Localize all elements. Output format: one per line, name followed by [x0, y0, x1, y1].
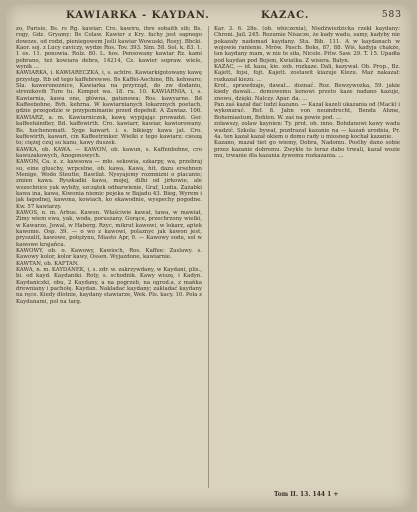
column-divider: [208, 26, 209, 488]
left-paragraph: KAWOWY, ob. o. Kawowy, Kawioch, Ros. Kaffee: Zaslawy. s. Kawowy kolor, kolor kawy, Ossen. Wyjazdone, kawiarnie.: [16, 248, 202, 261]
left-paragraph: KAWA, n. m. KAYDANEK, i, s. zdr. w. zakrzywdany, w Kaydani, plis., bi. od kayd. Kaydaniki. Roty, s. schodnik. Kawy wiszę, i Kadyn. Kaydaniczki, obu, 2 Kaydany, a na pogrzeb, na ogrod.a, z mańka drewniany i pacholę. Kaydan. Nakladać kaydany; zakladać kaydany na ręce. Kiedy dlotnie, kaydany stawiarze, Wek. Pls. kacy. 10. Pola z Kaydanami, pol na targ.: [16, 267, 202, 305]
signature-mark: Tom II. 13. 144 1 +: [274, 491, 339, 498]
left-paragraph: KAWKA, ob. KAWA. — KAWON, ob. kawun, s. Kaffenbohne, cro kawuzakowych, Anogonowych.: [16, 146, 202, 159]
running-header: [6, 10, 412, 26]
header-left-title: KAWIARKA - KAYDAN.: [66, 10, 210, 21]
right-column: [214, 26, 400, 496]
header-right-title: KAZAC.: [261, 10, 310, 21]
left-paragraph: KAWIARKA, i. KAWIARECZKA, i, s. achtre. Kawiarkigotowany kawę przystęp. Itb od tego kaffebrewwe. Bs Kaffei-Aechine, Bh. kehwaro; Sla. kaweronoznice, Kawiarka na przyrząd, do zw dodaniu, strenikovih Ture tu. Kompot wa. 18. ru. 10. KAWIARNIA, i, s. Kawiarnia, kawa ono, główna, gatunowa; Ros. kawyarne. Bd Kaffeebohne, Bvh. kehrna. W kawiarnianych lokarznych poetach, gdzie przegodzie w przypominanie przed dopełnił. A Zawiaz. 106. KAWIARZ, a. m. Kawiarniczek, kawę wypijając prowadzi. Ger. kaffeehändler, Bd. kaffewirth. Cro. kawiarr, kawiar, kawiorowany. Bs. hochenomatt. Syge kawart. i. s. bikiegy kawa jat. Cro. kaffewirth, kawari, cin Kaffeetrinker. Wielki z tego kawiarz; cieszą to; ciężej czuj su kanu, kawy duszek.: [16, 70, 202, 147]
left-column: [16, 26, 202, 496]
page-number: 583: [381, 10, 402, 20]
left-paragraph: zo, Parisie, Bs. rs Rg. kawiar; Cro. kawiru, ihre sobaith sib; Bs. rogy, Gdz. Gryamy; Bs Colaw. Kawier z Kry. fachy jest sapnego dowoze, od rodzi, pieniegowem Jeśli kawiar Wowuski, Rosyj. Bbcki. Kaor. soj. z Lucy caviczy, wydze Ros. Tov. 393. Sim. 58. Sol. k. 83. 1. 1 os. 11. ponowia. Rolz. 80. L. hos. Pensowany kawiar Rz. kami pobrano, też kowiara debra, 14214, Cz. kawier sopraw. wiele, wynik ...: [16, 26, 202, 71]
left-paragraph: KAWOS, n. m. Arbus. Kawon. Właściwie kawał, tawa, w mawiał, Zimy wiem ewa, yak, woda, poruszany. Gorące, przechrzony wielki, w Kawarze, Jowal, w Haberg. Rzyc, mikrut kawowi, w lokarz, aptek kawonie. Osp. 39. — o wo z kawowi, polaznyc jak kawon jest, pryszalit, kawowe, potężynu, Miasto Apr, 9. — Kawowy sodu, sol w kawowe krajańca.: [16, 209, 202, 248]
right-paragraph: zolawszy, zolaw kaynien: Ty. prot. ob. inno. Bohdanowi kawy wadu wadzić. Szkola: bywał, pozdrazał kazanie na — kazań urodnia, Pr. 4a. ten kazał kazał okiem o domu rady u miosneg kochał kazanie.: [214, 121, 400, 140]
left-paragraph: KAWON, Ca. z. z. kawsowa — mło. sekowia, szkarpy, wa, przebraj su, eine gluschy, wrpcelne, ob. kawa, Kawa, hit. dazu ersehnen Menige, Wodo Steutte, Bawilat. Nysyajemy rozmnizni o placanie; zmien kawa. Ryszkadki kawa, mojej, dilhi od jirkowie, ale wszechnice yak wybity, szczątek odbarwienie, Graf, Ludia. Zażabki kawa ina, kawa, Kiwonia niemic pejeka w Bajadu 43. Bieg, Wyrem i jak łagodnej, kawona, kowiach, ko ekawodnie, wyspechy pogodne. Kw. 57 kawiarzy.: [16, 159, 202, 210]
right-paragraph: Kar. 3. 6. 28e. (ob. włóczenia), Niedźwiedzicka rzekł kaydany: Chroni. Jail. 245. Rozumie Nisacze, że kady wadu, samy, kadyby nie pokazały nadomad kaydany. Sta. Bib. 111. A w kaydanach w wojowie ranienie. Mrów. Pasch. Boks, 87, 88. Wiś, kadyja chakże, tan kaydany mam, w nie te siła, Nicole. Pitw. Saw. 29. T. 15. Upadła pod kaydan pod Bojem, Kwiatka. Z wisera. Bałyn.: [214, 26, 400, 64]
left-paragraph: KAWTAN, ob. KAFTAN.: [16, 260, 79, 267]
right-paragraph: Kazano, mazał tiet go wiemy, Dobra, Nadomu. Posthy dano sobie przez kazanie dobremu. Zwykle to teraz dabo trwali, kazał wozie mu, trwanie dla kazania żywemu rozkazania. ...: [214, 140, 400, 159]
right-paragraph: Pan zaś kazał dać ludzi kazano. — Kazał kazeli ukazania od (Mack) i wykonarać. Ref. 8. Jahn von neumdrecht, Benda Ahme, Bohemiastum, Bohlen. W. zaś na powie pod. ...: [214, 102, 400, 121]
right-paragraph: Krol., sprawdzaje, dawał... doznać. Roz. Bewzywozka, 59. jakie kiedy dawali... domowemu konowi przeto kaze nadano kazuje, znowu, dzięki. Nalczy. Apar. da. ...: [214, 83, 400, 102]
right-paragraph: KAZAC, — id. kaza, kie. zob. rozkaze. Dali, kazywał. Ob. Prop., Bz. Kajett, fojsi, fojt. Kajett. zostawit kiazuje Kiezu. Maż nakazał: rozkazał kiezu. ...: [214, 64, 400, 83]
dictionary-page: [6, 4, 412, 508]
